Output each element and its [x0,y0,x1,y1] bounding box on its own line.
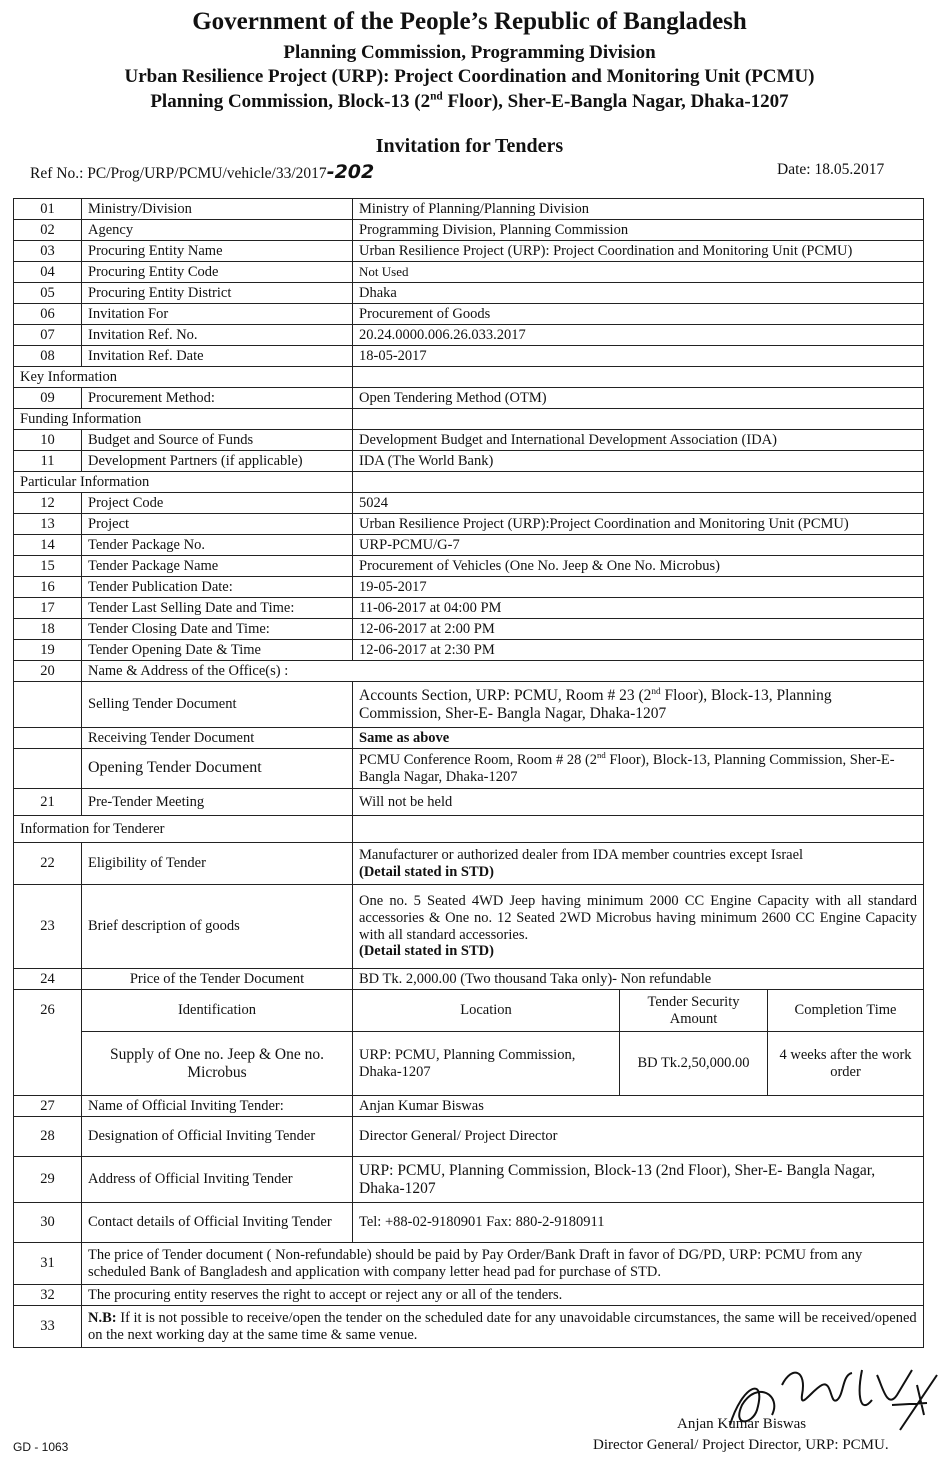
heading-government: Government of the People’s Republic of Bangladesh [192,8,747,35]
section-row-funding-information: Funding Information [14,409,924,430]
table-row: 28 Designation of Official Inviting Tender Director General/ Project Director [14,1117,924,1157]
table-row: 24 Price of the Tender Document BD Tk. 2,000.00 (Two thousand Taka only)- Non refundable [14,969,924,990]
table-row: 18 Tender Closing Date and Time: 12-06-2017 at 2:00 PM [14,619,924,640]
table-row: 11 Development Partners (if applicable) IDA (The World Bank) [14,451,924,472]
table-row: 01 Ministry/Division Ministry of Planning/Planning Division [14,199,924,220]
table-row: 02 Agency Programming Division, Planning Commission [14,220,924,241]
table-row: 13 Project Urban Resilience Project (URP):Project Coordination and Monitoring Unit (PCMU) [14,514,924,535]
heading-planning-commission: Planning Commission, Programming Division [283,42,656,63]
section-row-particular-information: Particular Information [14,472,924,493]
table-row: 06 Invitation For Procurement of Goods [14,304,924,325]
table-row: 20 Name & Address of the Office(s) : [14,661,924,682]
heading-address: Planning Commission, Block-13 (2nd Floor), Sher-E-Bangla Nagar, Dhaka-1207 [150,90,789,112]
table-row: Opening Tender Document PCMU Conference Room, Room # 28 (2nd Floor), Block-13, Planning Commission, Sher-E-Bangla Nagar, Dhaka-1207 [14,749,924,789]
table-row: 31 The price of Tender document ( Non-refundable) should be paid by Pay Order/Bank Draft in favor of DG/PD, URP: PCMU from any scheduled Bank of Bangladesh and application with company letter head pad for purchase of STD. [14,1243,924,1285]
section-row-information-for-tenderer: Information for Tenderer [14,816,924,843]
table-row: Selling Tender Document Accounts Section, URP: PCMU, Room # 23 (2nd Floor), Block-13, Planning Commission, Sher-E- Bangla Nagar, Dhaka-1207 [14,682,924,728]
table-row: 12 Project Code 5024 [14,493,924,514]
heading-project: Urban Resilience Project (URP): Project Coordination and Monitoring Unit (PCMU) [124,66,815,87]
table-row: 08 Invitation Ref. Date 18-05-2017 [14,346,924,367]
table-row: 23 Brief description of goods One no. 5 Seated 4WD Jeep having minimum 2000 CC Engine Capacity with all standard accessories & One no. 12 Seated 2WD Microbus having minimum 2600 CC Engine Capacity with all standard accessories. (Detail stated in STD) [14,885,924,969]
table-row: 32 The procuring entity reserves the right to accept or reject any or all of the tenders. [14,1285,924,1306]
document-code: GD - 1063 [13,1440,69,1454]
table-row: 09 Procurement Method: Open Tendering Method (OTM) [14,388,924,409]
table-row: 10 Budget and Source of Funds Development Budget and International Development Association (IDA) [14,430,924,451]
table-row: 14 Tender Package No. URP-PCMU/G-7 [14,535,924,556]
table-row: 19 Tender Opening Date & Time 12-06-2017 at 2:30 PM [14,640,924,661]
section-row-key-information: Key Information [14,367,924,388]
table-row-header: 26 Identification Location Tender Security Amount Completion Time [14,990,924,1032]
table-row: 22 Eligibility of Tender Manufacturer or authorized dealer from IDA member countries except Israel (Detail stated in STD) [14,843,924,885]
document-date: Date: 18.05.2017 [777,161,885,178]
table-row: 29 Address of Official Inviting Tender URP: PCMU, Planning Commission, Block-13 (2nd Floor), Sher-E- Bangla Nagar, Dhaka-1207 [14,1157,924,1203]
reference-number: Ref No.: PC/Prog/URP/PCMU/vehicle/33/2017-202 [30,161,375,183]
signatory-designation: Director General/ Project Director, URP: PCMU. [593,1437,889,1453]
table-row: Receiving Tender Document Same as above [14,728,924,749]
table-row: Supply of One no. Jeep & One no. Microbus URP: PCMU, Planning Commission, Dhaka-1207 BD Tk.2,50,000.00 4 weeks after the work order [14,1032,924,1096]
table-row: 04 Procuring Entity Code Not Used [14,262,924,283]
table-row: 33 N.B: If it is not possible to receive/open the tender on the scheduled date for any unavoidable circumstances, the same will be received/opened on the next working day at the same time & same venue. [14,1306,924,1348]
table-row: 03 Procuring Entity Name Urban Resilience Project (URP): Project Coordination and Monitoring Unit (PCMU) [14,241,924,262]
table-row: 27 Name of Official Inviting Tender: Anjan Kumar Biswas [14,1096,924,1117]
handwritten-ref-number: -202 [326,161,375,183]
table-row: 07 Invitation Ref. No. 20.24.0000.006.26.033.2017 [14,325,924,346]
table-row: 30 Contact details of Official Inviting Tender Tel: +88-02-9180901 Fax: 880-2-9180911 [14,1203,924,1243]
table-row: 17 Tender Last Selling Date and Time: 11-06-2017 at 04:00 PM [14,598,924,619]
table-row: 21 Pre-Tender Meeting Will not be held [14,789,924,816]
tender-table [13,198,924,1348]
signatory-name: Anjan Kumar Biswas [677,1416,807,1432]
document-title: Invitation for Tenders [375,135,564,157]
table-row: 05 Procuring Entity District Dhaka [14,283,924,304]
table-row: 16 Tender Publication Date: 19-05-2017 [14,577,924,598]
table-row: 15 Tender Package Name Procurement of Vehicles (One No. Jeep & One No. Microbus) [14,556,924,577]
